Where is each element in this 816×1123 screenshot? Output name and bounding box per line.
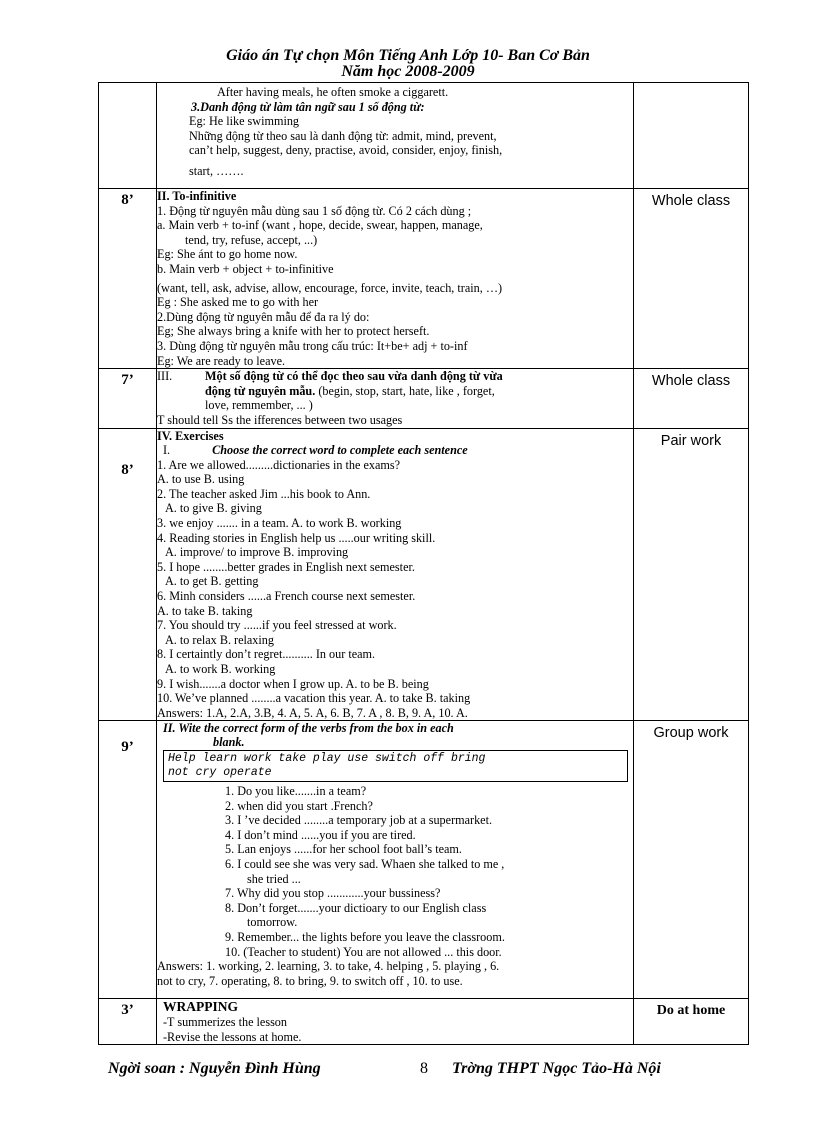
- text-line: 3.Danh động từ làm tân ngữ sau 1 số động từ:: [191, 99, 425, 114]
- list-item: 5. Lan enjoys ......for her school foot ball’s team.: [225, 842, 462, 857]
- time-cell: [99, 83, 157, 189]
- table-row: [99, 721, 749, 999]
- text-line: 2.Dùng động từ nguyên mẫu để đa ra lý do:: [157, 309, 370, 324]
- question-line: 3. we enjoy ....... in a team. A. to work B. working: [157, 516, 402, 531]
- exercise-instruction: blank.: [213, 734, 245, 749]
- section-heading: II. To-infinitive: [157, 189, 237, 203]
- option-line: A. to get B. getting: [165, 574, 259, 589]
- content-cell: [157, 189, 634, 369]
- section-number: III.: [157, 369, 173, 384]
- answers-line: Answers: 1.A, 2.A, 3.B, 4. A, 5. A, 6. B, 7. A , 8. B, 9. A, 10. A.: [157, 705, 468, 720]
- text-line: Eg : She asked me to go with her: [157, 295, 319, 310]
- text-line: love, remmember, ... ): [205, 398, 313, 413]
- mode-cell: Group work: [634, 721, 749, 999]
- time-cell: 7’: [99, 369, 157, 428]
- text-line: Eg; She always bring a knife with her to protect herseft.: [157, 324, 430, 339]
- option-line: A. to use B. using: [157, 472, 245, 487]
- text-line: b. Main verb + object + to-infinitive: [157, 261, 334, 276]
- item-list: [157, 784, 633, 959]
- list-item: tomorrow.: [247, 915, 298, 930]
- content-cell: [157, 999, 634, 1045]
- mode-cell: Pair work: [634, 428, 749, 721]
- option-line: A. improve/ to improve B. improving: [165, 545, 349, 560]
- table-row: [99, 83, 749, 189]
- section-heading: Một số động từ có thể đọc theo sau vừa danh động từ vừa: [205, 369, 503, 384]
- option-line: A. to take B. taking: [157, 603, 253, 618]
- section-heading: IV. Exercises: [157, 428, 224, 443]
- option-line: A. to relax B. relaxing: [165, 632, 274, 647]
- text-line: (begin, stop, start, hate, like , forget,: [315, 383, 495, 398]
- header-year: Năm học 2008-2009: [341, 63, 475, 80]
- content-cell: [157, 428, 634, 721]
- footer-author: Ngời soan : Nguyễn Đình Hùng: [108, 1060, 321, 1077]
- question-line: 4. Reading stories in English help us .....our writing skill.: [157, 530, 436, 545]
- table-row: [99, 428, 749, 721]
- table-row: [99, 189, 749, 369]
- text-line: a. Main verb + to-inf (want , hope, decide, swear, happen, manage,: [157, 218, 483, 233]
- time-cell: 3’: [99, 999, 157, 1045]
- list-item: she tried ...: [247, 871, 301, 886]
- time-cell: 8’: [99, 189, 157, 369]
- text-line: Những động từ theo sau là danh động từ: admit, mind, prevent,: [189, 128, 497, 143]
- text-line: 3. Dùng động từ nguyên mẫu trong cấu trúc: It+be+ adj + to-inf: [157, 338, 468, 353]
- question-line: 6. Minh considers ......a French course next semester.: [157, 589, 416, 604]
- page-number: 8: [420, 1060, 428, 1077]
- mode-cell: [634, 83, 749, 189]
- list-item: 6. I could see she was very sad. Whaen she talked to me ,: [225, 856, 505, 871]
- question-line: 1. Are we allowed.........dictionaries in the exams?: [157, 457, 400, 472]
- text-line: Eg: We are ready to leave.: [157, 353, 286, 368]
- option-line: A. to give B. giving: [165, 501, 262, 516]
- list-item: 8. Don’t forget.......your dictioary to our English class: [225, 900, 487, 915]
- text-line: start, …….: [189, 163, 244, 178]
- text-line: -Revise the lessons at home.: [163, 1029, 302, 1044]
- question-line: 5. I hope ........better grades in English next semester.: [157, 559, 415, 574]
- text-line: -T summerizes the lesson: [163, 1014, 287, 1029]
- table-row: [99, 369, 749, 428]
- list-item: 3. I ’ve decided ........a temporary job at a supermarket.: [225, 813, 493, 828]
- header-title: Giáo án Tự chọn Môn Tiếng Anh Lớp 10- Ban Cơ Bản: [226, 47, 590, 64]
- mode-cell: Whole class: [634, 189, 749, 369]
- text-line: 1. Động từ nguyên mẫu dùng sau 1 số động từ. Có 2 cách dùng ;: [157, 203, 472, 218]
- exercise-instruction: II. Wite the correct form of the verbs from the box in each: [163, 721, 454, 736]
- content-cell: [157, 721, 634, 999]
- content-cell: [157, 369, 634, 428]
- word-box-line: Help learn work take play use switch off bring: [168, 751, 486, 765]
- text-line: After having meals, he often smoke a ciggarett.: [217, 85, 449, 99]
- footer-school: Trờng THPT Ngọc Tảo-Hà Nội: [452, 1060, 661, 1077]
- text-line: can’t help, suggest, deny, practise, avoid, consider, enjoy, finish,: [189, 143, 503, 158]
- list-item: 1. Do you like.......in a team?: [225, 783, 367, 798]
- mode-cell: Do at home: [634, 999, 749, 1045]
- question-line: 10. We’ve planned ........a vacation this year. A. to take B. taking: [157, 691, 471, 706]
- section-heading: WRAPPING: [163, 999, 238, 1015]
- answers-line: Answers: 1. working, 2. learning, 3. to take, 4. helping , 5. playing , 6.: [157, 959, 500, 974]
- time-cell: 8’: [99, 428, 157, 721]
- question-line: 8. I certaintly don’t regret.......... In our team.: [157, 647, 376, 662]
- table-row: [99, 999, 749, 1045]
- document-header: [0, 48, 816, 80]
- list-item: 7. Why did you stop ............your bussiness?: [225, 886, 441, 901]
- lesson-table: [98, 82, 749, 1045]
- list-item: 9. Remember... the lights before you leave the classroom.: [225, 929, 505, 944]
- word-box: [163, 750, 628, 782]
- text-line: Eg: He like swimming: [189, 114, 300, 129]
- exercise-number: I.: [163, 443, 171, 458]
- question-line: 9. I wish.......a doctor when I grow up. A. to be B. being: [157, 676, 429, 691]
- list-item: 10. (Teacher to student) You are not allowed ... this door.: [225, 944, 502, 959]
- content-cell: [157, 83, 634, 189]
- section-heading: động từ nguyên mẫu.: [205, 383, 316, 398]
- mode-cell: Whole class: [634, 369, 749, 428]
- question-line: 2. The teacher asked Jim ...his book to Ann.: [157, 486, 371, 501]
- exercise-instruction: Choose the correct word to complete each sentence: [212, 443, 468, 458]
- text-line: T should tell Ss the ifferences between two usages: [157, 412, 403, 427]
- word-box-line: not cry operate: [168, 765, 272, 779]
- answers-line: not to cry, 7. operating, 8. to bring, 9. to switch off , 10. to use.: [157, 973, 463, 988]
- option-line: A. to work B. working: [165, 662, 276, 676]
- question-line: 7. You should try ......if you feel stressed at work.: [157, 618, 397, 633]
- list-item: 4. I don’t mind ......you if you are tired.: [225, 827, 416, 842]
- text-line: tend, try, refuse, accept, ...): [185, 232, 318, 247]
- text-line: Eg: She ánt to go home now.: [157, 247, 298, 262]
- text-line: (want, tell, ask, advise, allow, encourage, force, invite, teach, train, …): [157, 280, 503, 295]
- time-cell: 9’: [99, 721, 157, 999]
- list-item: 2. when did you start .French?: [225, 798, 373, 813]
